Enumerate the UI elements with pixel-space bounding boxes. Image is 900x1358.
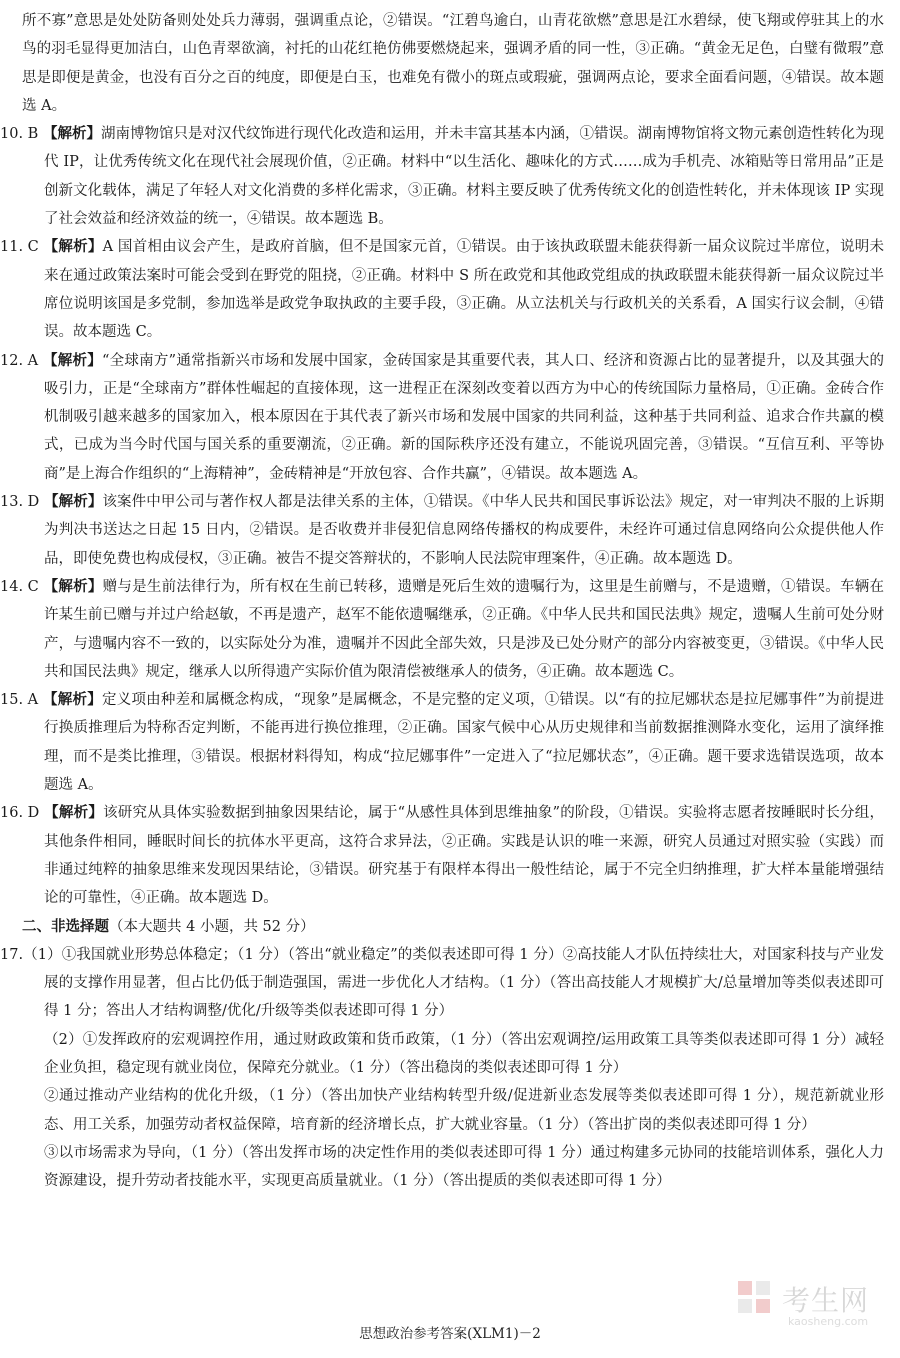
analysis-tag: 【解析】 [42, 125, 101, 143]
item-text: “全球南方”通常指新兴市场和发展中国家，金砖国家是其重要代表，其人口、经济和资源占比的显著提升，以及其强大的吸引力，正是“全球南方”群体性崛起的直接体现，这一进程正在深刻改变着以西方为中心的传统国际力量格局，①正确。金砖合作机制吸引越来越多的国家加入，根本原因在于其代表了新兴市场和发展中国家的共同利益，这种基于共同利益、追求合作共赢的模式，已成为当今时代国与国关系的重要潮流，②正确。新的国际秩序还没有建立，不能说巩固完善，③错误。“互信互利、平等协商”是上海合作组织的“上海精神”，金砖精神是“开放包容、合作共赢”，④错误。故本题选 A。 [44, 352, 884, 482]
item-text: 该案件中甲公司与著作权人都是法律关系的主体，①错误。《中华人民共和国民事诉讼法》规定，对一审判决不服的上诉期为判决书送达之日起 15 日内，②错误。是否收费并非侵犯信息网络传播权的构成要件，未经许可通过信息网络向公众提供他人作品，即使免费也构成侵权，③正确。被告不提交答辩状的，不影响人民法院审理案件，④正确。故本题选 D。 [44, 494, 884, 567]
item-number: 16. D [0, 805, 40, 822]
q17-part2-point3: ③以市场需求为导向，（1 分）（答出发挥市场的决定性作用的类似表述即可得 1 分）通过构建多元协同的技能培训体系，强化人力资源建设，提升劳动者技能水平，实现更高质量就业。（1 分）（答出提质的类似表述即可得 1 分） [44, 1144, 884, 1190]
q17-part2-point2: ②通过推动产业结构的优化升级，（1 分）（答出加快产业结构转型升级/促进新业态发展等类似表述即可得 1 分），规范新就业形态、用工关系，加强劳动者权益保障，培育新的经济增长点，扩大就业容量。（1 分）（答出扩岗的类似表述即可得 1 分） [44, 1088, 884, 1133]
answer-item-16 [0, 799, 885, 912]
analysis-tag: 【解析】 [43, 691, 102, 709]
item-text: 赠与是生前法律行为，所有权在生前已转移，遗赠是死后生效的遗嘱行为，这里是生前赠与，不是遗赠，①错误。车辆在许某生前已赠与并过户给赵敏，不再是遗产，赵军不能依遗嘱继承，②正确。《中华人民共和国民法典》规定，遗嘱人生前可处分财产，与遗嘱内容不一致的，以实际处分为准，遗嘱并不因此全部失效，只是涉及已处分财产的部分内容被变更，③错误。《中华人民共和国民法典》规定，继承人以所得遗产实际价值为限清偿被继承人的债务，④正确。故本题选 C。 [44, 578, 885, 680]
item-number: 10. B [0, 126, 39, 143]
item-number: 14. C [0, 578, 39, 595]
section-meta: （本大题共 4 小题，共 52 分） [109, 918, 315, 935]
analysis-tag: 【解析】 [43, 238, 103, 256]
q17-part2: （2）①发挥政府的宏观调控作用，通过财政政策和货币政策，（1 分）（答出宏观调控/运用政策工具等类似表述即可得 1 分）减轻企业负担，稳定现有就业岗位，保障充分就业。（1 分）（答出稳岗的类似表述即可得 1 分） [44, 1031, 884, 1076]
analysis-tag: 【解析】 [43, 577, 103, 595]
answer-item-10 [0, 120, 885, 233]
answer-page [0, 7, 885, 1195]
section-title: 二、非选择题 [22, 917, 109, 935]
answer-item-17 [0, 941, 884, 1026]
analysis-tag: 【解析】 [43, 351, 102, 369]
item-text: 该研究从具体实验数据到抽象因果结论，属于“从感性具体到思维抽象”的阶段，①错误。实验将志愿者按睡眠时长分组，其他条件相同，睡眠时间长的抗体水平更高，这符合求异法，②正确。实践是认识的唯一来源，研究人员通过对照实验（实践）而非通过纯粹的抽象思维来发现因果结论，③错误。研究基于有限样本得出一般性结论，属于不完全归纳推理，扩大样本量能增强结论的可靠性，④正确。故本题选 D。 [44, 805, 885, 907]
analysis-tag: 【解析】 [44, 804, 104, 822]
watermark-icon [736, 1277, 776, 1321]
answer-item-14 [0, 573, 885, 686]
answer-item-12 [0, 347, 884, 488]
q17-part1: （1）①我国就业形势总体稳定；（1 分）（答出“就业稳定”的类似表述即可得 1 分）②高技能人才队伍持续壮大，对国家科技与产业发展的支撑作用显著，但占比仍低于制造强国，需进一步优化人才结构。（1 分）（答出高技能人才规模扩大/总量增加等类似表述即可得 1 分；答出人才结构调整/优化/升级等类似表述即可得 1 分） [23, 946, 884, 1020]
answer-item-13 [0, 488, 884, 573]
item-number: 13. D [0, 494, 40, 511]
page-footer: 思想政治参考答案(XLM1)－2 [359, 1326, 541, 1342]
intro-paragraph: 所不寡”意思是处处防备则处处兵力薄弱，强调重点论，②错误。“江碧鸟逾白，山青花欲燃”意思是江水碧绿，使飞翔或停驻其上的水鸟的羽毛显得更加洁白，山色青翠欲滴，衬托的山花红艳仿佛要燃烧起来，强调矛盾的同一性，③正确。“黄金无足色，白璧有微瑕”意思是即便是黄金，也没有百分之百的纯度，即便是白玉，也难免有微小的斑点或瑕疵，强调两点论，要求全面看问题，④错误。故本题选 A。 [22, 13, 884, 114]
item-text: 湖南博物馆只是对汉代纹饰进行现代化改造和运用，并未丰富其基本内涵，①错误。湖南博物馆将文物元素创造性转化为现代 IP，让优秀传统文化在现代社会展现价值，②正确。材料中“以生活化、趣味化的方式……成为手机壳、冰箱贴等日常用品”正是创新文化载体，满足了年轻人对文化消费的多样化需求，③正确。材料主要反映了优秀传统文化的创造性转化，并未体现该 IP 实现了社会效益和经济效益的统一，④错误。故本题选 B。 [44, 126, 885, 228]
item-number: 11. C [0, 239, 39, 256]
answer-item-11 [0, 233, 885, 346]
analysis-tag: 【解析】 [44, 493, 103, 511]
item-number: 12. A [0, 352, 39, 369]
answer-item-15 [0, 686, 885, 799]
watermark-brand: 考生网 [782, 1284, 870, 1317]
item-text: A 国首相由议会产生，是政府首脑，但不是国家元首，①错误。由于该执政联盟未能获得新一届众议院过半席位，说明未来在通过政策法案时可能会受到在野党的阻挠，②正确。材料中 S 所在政党和其他政党组成的执政联盟未能获得新一届众议院过半席位说明该国是多党制，参加选举是政党争取执政的主要手段，③正确。从立法机关与行政机关的关系看，A 国实行议会制，④错误。故本题选 C。 [44, 239, 885, 341]
item-number: 15. A [0, 692, 39, 709]
item-number: 17. [0, 946, 24, 963]
item-text: 定义项由种差和属概念构成，“现象”是属概念，不是完整的定义项，①错误。以“有的拉尼娜状态是拉尼娜事件”为前提进行换质推理后为特称否定判断，不能再进行换位推理，②正确。国家气候中心从历史规律和当前数据推测降水变化，运用了演绎推理，而不是类比推理，③错误。根据材料得知，构成“拉尼娜事件”一定进入了“拉尼娜状态”，④正确。题干要求选错误选项，故本题选 A。 [44, 692, 885, 794]
section-heading [22, 913, 884, 941]
watermark-domain: kaosheng.com [788, 1315, 869, 1328]
